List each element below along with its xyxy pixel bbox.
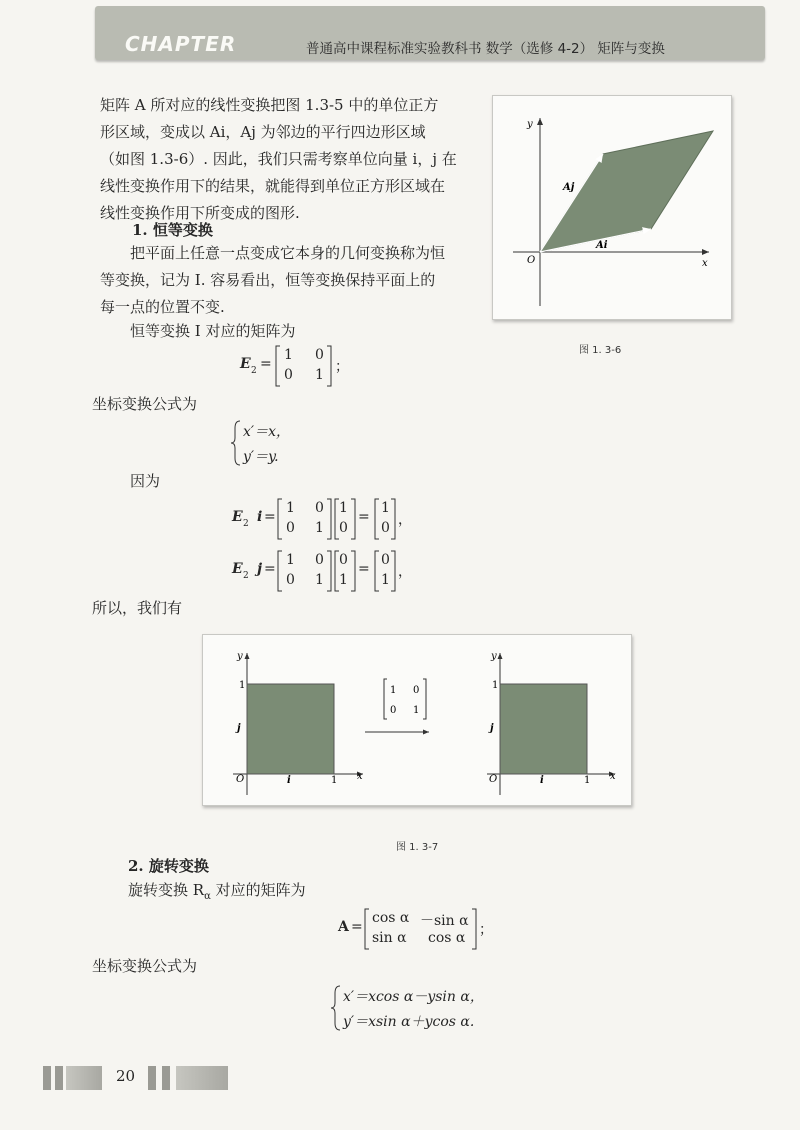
intro-line-3: （如图 1.3-6）. 因此，我们只需考察单位向量 i，j 在 [100,150,457,168]
m-21: 0 [286,520,295,536]
m-11: 1 [286,500,295,516]
r-21: sin α [372,930,407,946]
identity-matrix-equation [240,343,360,389]
r-2: 0 [381,520,390,536]
rotation-matrix-equation [338,906,498,952]
rotation-text: 旋转变换 R [128,881,205,899]
footer-bar-left [66,1066,102,1090]
arrow-matrix-left-bracket [384,679,387,719]
m-12: 0 [315,500,324,516]
right-i-label: i [540,775,544,786]
left-y-tick: 1 [239,680,246,691]
intro-line-2: 形区域，变成以 Ai，Aj 为邻边的平行四边形区域 [100,123,426,141]
right-y-tick: 1 [492,680,499,691]
arrow-m21: 0 [390,705,397,716]
footer-block-3 [148,1066,156,1090]
r-22: cos α [428,930,466,946]
e2-j-equation [232,548,412,594]
e2-subscript: 2 [243,571,249,581]
section-1-line-3: 每一点的位置不变. [100,298,225,316]
right-unit-square [500,684,587,774]
arrow-m22: 1 [413,705,420,716]
x-rotation-formula: x′＝xcos α－ysin α， [343,989,484,1005]
vector-i: i [257,509,263,525]
ai-label: Ai [596,240,608,251]
v-2: 1 [339,572,348,588]
m-12: 0 [315,552,324,568]
equals-sign: = [264,509,276,525]
right-x-tick: 1 [584,775,591,786]
figure-1-3-6 [492,95,732,320]
comma: ， [398,564,412,580]
v-2: 0 [339,520,348,536]
coord-intro-1: 坐标变换公式为 [92,395,198,413]
intro-line-4: 线性变换作用下的结果，就能得到单位正方形区域在 [100,177,446,195]
parallelogram-diagram [493,96,731,319]
x-identity-formula: x′＝x， [243,424,290,440]
equals-sign: = [351,919,363,935]
left-x-tick: 1 [331,775,338,786]
section-2-title: 2. 旋转变换 [128,857,209,875]
a-symbol: A [338,919,349,935]
page-number: 20 [116,1067,136,1085]
left-i-label: i [287,775,291,786]
footer-bar-right [176,1066,228,1090]
e2-symbol: E [232,509,243,525]
e2-symbol: E [240,356,251,372]
section-1-title: 1. 恒等变换 [132,221,213,239]
right-origin: O [489,774,498,785]
identity-transform-diagram [203,635,631,805]
m-22: 1 [315,520,324,536]
left-y-label: y [237,651,243,662]
footer-block-1 [43,1066,51,1090]
origin-label: O [527,255,536,266]
coord-intro-2: 坐标变换公式为 [92,957,198,975]
r-12: －sin α [420,913,469,929]
because-label: 因为 [130,472,161,490]
figure-1-3-6-caption: 图 1. 3-6 [579,345,622,356]
m-21: 0 [286,572,295,588]
semicolon: ； [335,359,349,375]
e2-subscript: 2 [243,519,249,529]
left-brace-2 [330,985,342,1031]
section-1-line-4: 恒等变换 I 对应的矩阵为 [130,322,296,340]
aj-label: Aj [563,182,575,193]
vector-j: j [257,561,263,577]
rotation-text-tail: 对应的矩阵为 [210,881,306,899]
semicolon: ； [479,922,493,938]
rotation-subscript: α [204,891,211,902]
v-1: 1 [339,500,348,516]
m-11: 1 [286,552,295,568]
left-unit-square [247,684,334,774]
e2-symbol: E [232,561,243,577]
m-12: 0 [315,347,324,363]
figure-1-3-7 [202,634,632,806]
m-22: 1 [315,367,324,383]
m-22: 1 [315,572,324,588]
left-origin: O [236,774,245,785]
m-21: 0 [284,367,293,383]
equals-sign: = [264,561,276,577]
arrow-m12: 0 [413,685,420,696]
section-2-line-1 [128,877,306,910]
figure-1-3-7-caption: 图 1. 3-7 [396,842,439,853]
arrow-matrix-right-bracket [423,679,426,719]
v-1: 0 [339,552,348,568]
r-1: 0 [381,552,390,568]
footer-block-4 [162,1066,170,1090]
book-title: 普通高中课程标准实验教科书 数学（选修 4-2） 矩阵与变换 [306,41,665,57]
right-x-label: x [610,771,616,782]
r-1: 1 [381,500,390,516]
r-11: cos α [372,910,410,926]
y-label: y [527,119,533,130]
equals-sign: = [260,356,272,372]
intro-line-1: 矩阵 A 所对应的线性变换把图 1.3-5 中的单位正方 [100,96,439,114]
right-j-label: j [490,723,494,734]
y-rotation-formula: y′＝xsin α＋ycos α. [343,1014,475,1030]
comma: ， [398,512,412,528]
x-label: x [702,258,708,269]
left-j-label: j [237,723,241,734]
matrix-brackets [274,345,334,387]
section-1-line-2: 等变换，记为 I. 容易看出，恒等变换保持平面上的 [100,271,436,289]
so-label: 所以，我们有 [92,599,183,617]
chapter-label: CHAPTER [125,32,237,56]
r-2: 1 [381,572,390,588]
right-y-label: y [491,651,497,662]
equals-sign-2: = [358,509,370,525]
footer-block-2 [55,1066,63,1090]
section-1-line-1: 把平面上任意一点变成它本身的几何变换称为恒 [130,244,446,262]
intro-line-5: 线性变换作用下所变成的图形. [100,204,300,222]
left-x-label: x [357,771,363,782]
left-brace-1 [230,420,242,466]
equals-sign-2: = [358,561,370,577]
arrow-m11: 1 [390,685,397,696]
y-identity-formula: y′＝y. [243,449,279,465]
e2-subscript: 2 [251,366,257,376]
e2-i-equation [232,496,412,542]
m-11: 1 [284,347,293,363]
